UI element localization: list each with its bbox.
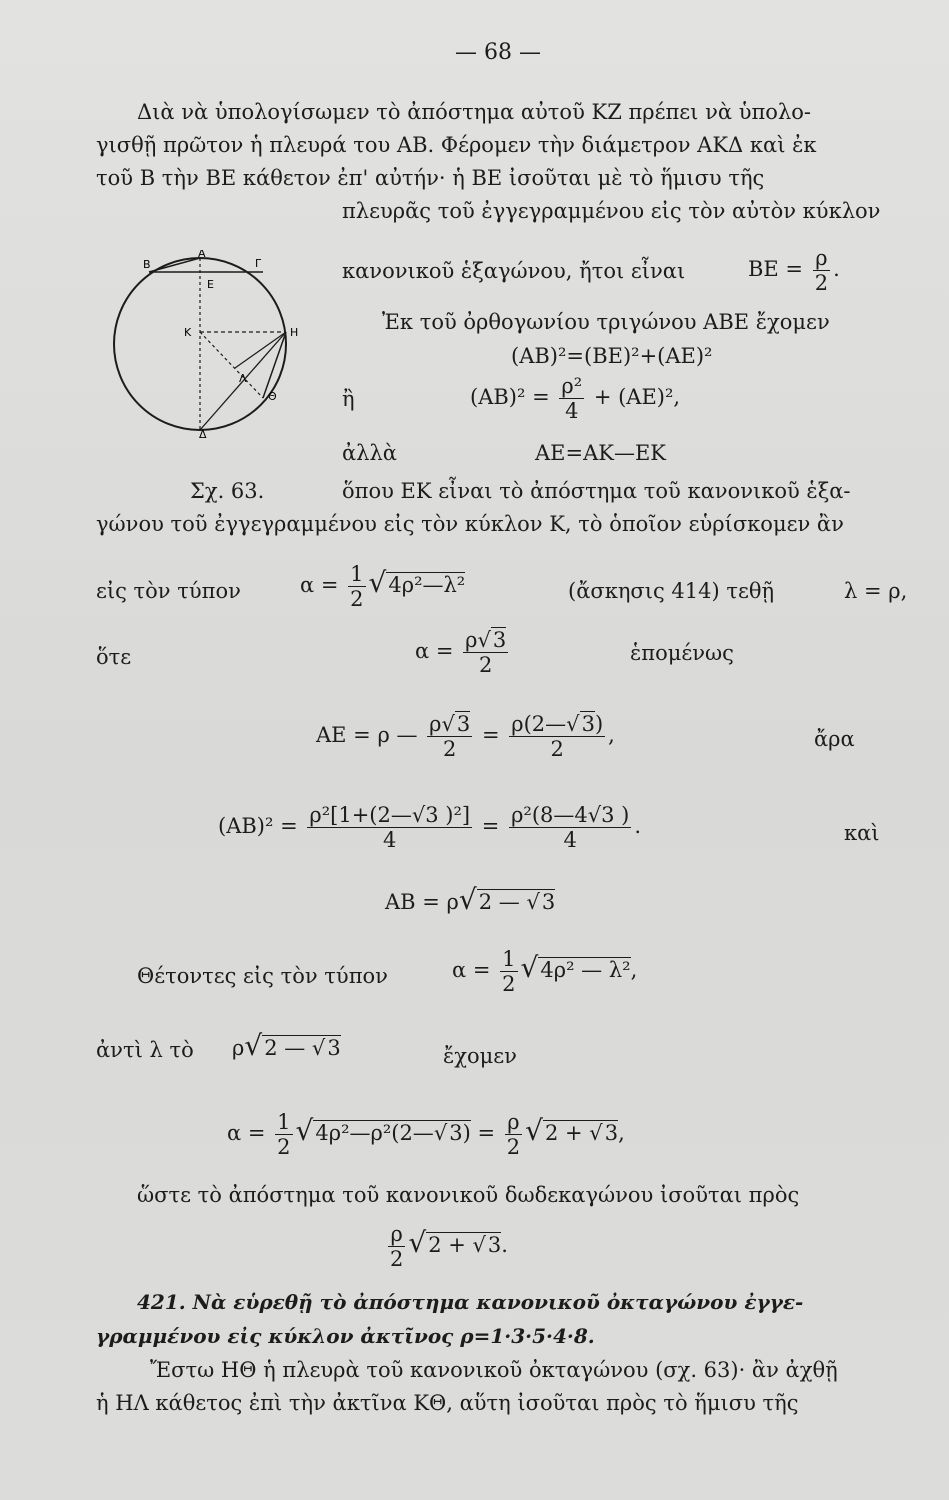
eq-lhs: ρ xyxy=(232,1036,245,1060)
text-line: ὅτε xyxy=(96,645,132,669)
fraction xyxy=(509,803,631,852)
radical-sign: √ xyxy=(408,1226,427,1259)
radical-sign: √ xyxy=(368,566,387,599)
word-or: ἢ xyxy=(342,387,355,411)
label-b: Β xyxy=(143,258,151,271)
eq-rhs: + (ΑΕ)², xyxy=(593,385,681,409)
problem-header-line: 421. Νὰ εὑρεθῇ τὸ ἀπόστημα κανονικοῦ ὀκταγώνου ἐγγε- xyxy=(137,1290,804,1314)
fraction xyxy=(388,1222,405,1271)
text-line: Ἐκ τοῦ ὀρθογωνίου τριγώνου ΑΒΕ ἔχομεν xyxy=(382,310,830,334)
fraction xyxy=(348,562,365,611)
text-line: γισθῇ πρῶτον ἡ πλευρά του ΑΒ. Φέρομεν τὴν διάμετρον ΑΚΔ καὶ ἐκ xyxy=(96,133,817,157)
equation-ab-squared xyxy=(470,374,680,423)
page-number: — 68 — xyxy=(455,40,541,65)
radical-sign: √ xyxy=(525,1114,543,1147)
formula-alpha xyxy=(300,562,465,611)
numerator: 1 xyxy=(277,1110,291,1134)
radical-sign: √ xyxy=(244,1029,263,1062)
denominator: 2 xyxy=(506,1135,521,1159)
denominator: 2 xyxy=(502,972,516,996)
fraction xyxy=(307,803,472,852)
text-line: λ = ρ, xyxy=(844,579,908,603)
eq-lhs: ΑΒ = ρ xyxy=(385,890,459,914)
equation-ae: ΑΕ=ΑΚ—ΕΚ xyxy=(535,441,666,465)
fraction xyxy=(463,628,508,677)
numerator: ρ²[1+(2—√3 )²] xyxy=(309,803,471,827)
word-but: ἀλλὰ xyxy=(342,441,397,465)
rad-part: 2 + xyxy=(428,1233,466,1257)
radicand: 3 xyxy=(487,1233,502,1257)
text-line: Ἔστω ΗΘ ἡ πλευρὰ τοῦ κανονικοῦ ὀκταγώνου (σχ. 63)· ἂν ἀχθῇ xyxy=(150,1358,838,1382)
denominator: 2 xyxy=(350,587,364,611)
label-e: Ε xyxy=(207,278,214,291)
rad-part: 2 — xyxy=(478,890,520,914)
num-part: ρ xyxy=(429,712,442,736)
radicand: 2 + √3 xyxy=(428,1233,502,1257)
denominator: 4 xyxy=(563,828,577,852)
problem-header-line: γραμμένου εἰς κύκλον ἀκτῖνος ρ=1·3·5·4·8. xyxy=(96,1324,595,1348)
formula-ab xyxy=(385,883,556,916)
fraction xyxy=(505,1110,522,1159)
formula-final xyxy=(385,1222,508,1271)
numerator: ρ√3 xyxy=(429,712,471,736)
radicand: 3 xyxy=(456,712,471,736)
fraction xyxy=(275,1110,292,1159)
denominator: 2 xyxy=(479,653,493,677)
eq-sign: = xyxy=(481,814,500,838)
text-line: Διὰ νὰ ὑπολογίσωμεν τὸ ἀπόστημα αὐτοῦ ΚΖ πρέπει νὰ ὑπολο- xyxy=(137,100,811,124)
denominator: 2 xyxy=(277,1135,291,1159)
denominator: 2 xyxy=(390,1247,404,1271)
eq-lhs: α = xyxy=(415,639,454,663)
numerator: ρ xyxy=(388,1222,405,1247)
eq-lhs: α = xyxy=(300,573,339,597)
numerator: ρ√3 xyxy=(465,628,507,652)
text-line: ἄρα xyxy=(814,727,855,751)
radicand: 3 xyxy=(604,1121,619,1145)
radicand: 3 xyxy=(327,1036,341,1060)
fraction xyxy=(427,712,472,761)
num-part: ρ xyxy=(465,628,478,652)
figure-63 xyxy=(95,250,310,440)
fraction xyxy=(500,947,517,996)
radicand: 2 — √3 xyxy=(478,890,556,914)
numerator: 1 xyxy=(350,562,364,586)
label-th: Θ xyxy=(268,390,277,403)
eq-lhs: α = xyxy=(227,1121,266,1145)
text-line: ὥστε τὸ ἀπόστημα τοῦ κανονικοῦ δωδεκαγώνου ἰσοῦται πρὸς xyxy=(137,1183,800,1207)
radical-sign: √ xyxy=(520,951,539,984)
label-h: Η xyxy=(290,326,299,339)
formula-apothem xyxy=(227,1110,625,1159)
radicand: 2 + √3 xyxy=(544,1121,619,1145)
equation-be xyxy=(748,246,840,295)
fraction xyxy=(813,246,830,295)
fraction xyxy=(509,712,605,761)
fraction xyxy=(559,374,584,423)
text-line: γώνου τοῦ ἐγγεγραμμένου εἰς τὸν κύκλον Κ, τὸ ὁποῖον εὑρίσκομεν ἂν xyxy=(96,512,844,536)
rad-part: 2 — xyxy=(264,1036,306,1060)
side-ab xyxy=(149,258,200,272)
formula-ab-squared xyxy=(218,803,641,852)
denominator: 4 xyxy=(383,828,397,852)
label-k: Κ xyxy=(184,326,192,339)
text-line: ἑπομένως xyxy=(630,641,734,665)
num-part: ) xyxy=(594,712,604,736)
text-line: τοῦ Β τὴν ΒΕ κάθετον ἐπ' αὐτήν· ἡ ΒΕ ἰσοῦται μὲ τὸ ἥμισυ τῆς xyxy=(96,166,765,190)
denominator: 4 xyxy=(565,399,579,423)
radicand: 4ρ²—λ² xyxy=(388,573,466,597)
rad-part: 4ρ²—ρ²(2— xyxy=(315,1121,434,1145)
eq-end: , xyxy=(618,1121,625,1145)
numerator: ρ² xyxy=(561,374,583,398)
eq-end: , xyxy=(630,958,638,982)
formula-alpha-value xyxy=(415,628,511,677)
numerator: ρ²(8—4√3 ) xyxy=(511,803,630,827)
eq-end: . xyxy=(634,814,642,838)
denominator: 2 xyxy=(550,737,564,761)
radical-sign: √ xyxy=(295,1114,314,1147)
radicand: 3 xyxy=(492,628,507,652)
formula-ae xyxy=(316,712,615,761)
numerator: ρ xyxy=(813,246,830,271)
eq-end: . xyxy=(833,257,840,281)
eq-end: . xyxy=(501,1233,508,1257)
text-line: ὅπου ΕΚ εἶναι τὸ ἀπόστημα τοῦ κανονικοῦ ἑξα- xyxy=(342,479,851,503)
text-line: εἰς τὸν τύπον xyxy=(96,579,241,603)
denominator: 2 xyxy=(443,737,457,761)
text-line: ἀντὶ λ τὸ xyxy=(96,1038,194,1062)
rad-part: ) xyxy=(462,1121,471,1145)
eq-lhs: α = xyxy=(452,958,491,982)
radicand: 3 xyxy=(581,712,595,736)
eq-lhs: ΑΕ = ρ — xyxy=(316,723,418,747)
label-d: Δ xyxy=(199,428,207,440)
formula-lambda xyxy=(232,1029,341,1062)
text-line: κανονικοῦ ἑξαγώνου, ἤτοι εἶναι xyxy=(342,259,686,283)
text-line: πλευρᾶς τοῦ ἐγγεγραμμένου εἰς τὸν αὐτὸν κύκλον xyxy=(342,199,881,223)
num-part: ρ(2— xyxy=(511,712,567,736)
radicand: 3 xyxy=(449,1121,463,1145)
numerator: 1 xyxy=(502,947,516,971)
numerator: ρ xyxy=(505,1110,522,1135)
radicand: 2 — √3 xyxy=(264,1036,341,1060)
eq-lhs: (ΑΒ)² = xyxy=(470,385,550,409)
rad-part: 2 + xyxy=(544,1121,583,1145)
exercise-ref: (ἄσκησις 414) τεθῇ xyxy=(568,579,775,603)
equation-pythagoras: (ΑΒ)²=(ΒΕ)²+(ΑΕ)² xyxy=(511,344,713,368)
radical-sign: √ xyxy=(458,883,477,916)
text-line: Θέτοντες εἰς τὸν τύπον xyxy=(137,964,388,988)
text-line: ἡ ΗΛ κάθετος ἐπὶ τὴν ἀκτῖνα ΚΘ, αὕτη ἰσοῦται πρὸς τὸ ἥμισυ τῆς xyxy=(96,1391,799,1415)
denominator: 2 xyxy=(814,271,829,295)
eq-end: , xyxy=(608,723,615,747)
radicand: 4ρ²—ρ²(2—√3) xyxy=(315,1121,471,1145)
radicand: 4ρ² — λ² xyxy=(540,958,631,982)
text-line: ἔχομεν xyxy=(443,1044,517,1068)
label-a: Α xyxy=(198,250,206,260)
label-l: Λ xyxy=(239,372,247,385)
label-g: Γ xyxy=(255,257,262,270)
numerator: ρ(2—√3) xyxy=(511,712,604,736)
eq-sign: = xyxy=(481,723,500,747)
radius-kth xyxy=(200,332,263,398)
radicand: 3 xyxy=(541,890,556,914)
eq-lhs: (ΑΒ)² = xyxy=(218,814,298,838)
figure-caption: Σχ. 63. xyxy=(190,479,265,503)
eq-lhs: ΒΕ = xyxy=(748,257,804,281)
eq-sign: = xyxy=(477,1121,496,1145)
text-line: καὶ xyxy=(844,821,880,845)
formula-alpha-2 xyxy=(452,947,637,996)
perp-hl xyxy=(235,332,286,368)
